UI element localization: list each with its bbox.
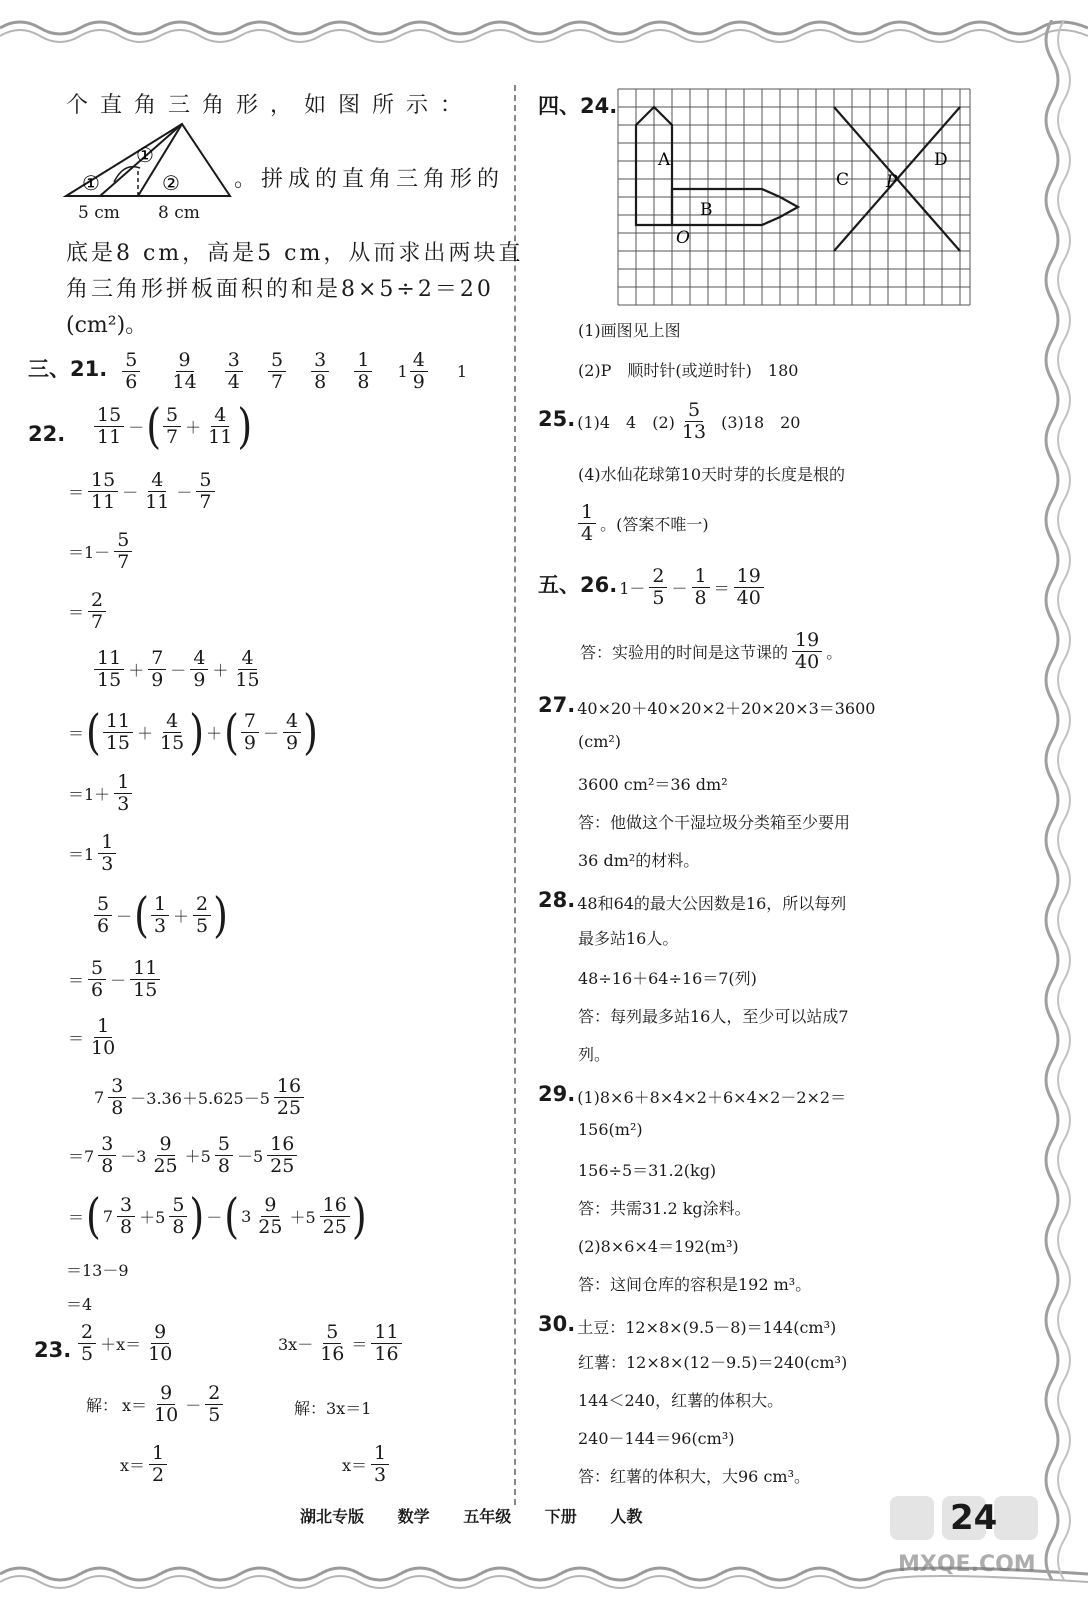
left-line-1: 个直角三角形，如图所示： xyxy=(66,93,475,118)
q22-e3-l3: ＝ $\frac{1}{10}$ xyxy=(68,1015,116,1059)
q24-ans-2: (2)P 顺时针(或逆时针) 180 xyxy=(578,361,799,380)
q27-line-4: 答：他做这个干湿垃圾分类箱至少要用 xyxy=(578,813,851,832)
q26-equation: 五、26. 1－ $\frac{2}{5}$ － $\frac{1}{8}$ ＝ $\frac{19}{40}$ xyxy=(538,566,766,609)
q28-line-1: 28. 48和64的最大公因数是16，所以每列 xyxy=(538,888,847,913)
q27-line-2: (cm²) xyxy=(578,732,622,751)
footer-grade: 五年级 xyxy=(463,1507,512,1526)
q30-line-1: 30. 土豆：12×8×(9.5－8)＝144(cm³) xyxy=(538,1312,837,1337)
q22-e1-l2: ＝ $\frac{15}{11}$ － $\frac{4}{11}$ － $\frac{5}{7}$ xyxy=(66,470,217,513)
q22-e1-l1: $\frac{15}{11}$ －( $\frac{5}{7}$ ＋ $\frac{4}{11}$ ) xyxy=(92,404,252,448)
grid-label-P: P xyxy=(886,172,898,192)
q23-a-answer: x＝ $\frac{1}{2}$ xyxy=(118,1443,169,1486)
q21-frac-5: $\frac{3}{8}$ xyxy=(311,350,329,393)
q29-line-4: 答：共需31.2 kg涂料。 xyxy=(578,1199,751,1218)
q22-e4-l3: ＝( 7 $\frac{3}{8}$ ＋5 $\frac{5}{8}$ ) －( 3 $\frac{9}{25}$ ＋5 $\frac{16}{25}$ ) xyxy=(68,1188,367,1244)
top-wavy-border xyxy=(0,8,1088,48)
q24-grid-figure xyxy=(614,87,974,309)
q22-e2-l1: $\frac{11}{15}$ ＋ $\frac{7}{9}$ － $\frac{4}{9}$ ＋ $\frac{4}{15}$ xyxy=(92,648,265,691)
watermark-text: MXQE.COM xyxy=(898,1552,1036,1577)
q24-ans-1: (1)画图见上图 xyxy=(578,321,681,340)
q30-line-2: 红薯：12×8×(12－9.5)＝240(cm³) xyxy=(578,1353,848,1372)
q22-e2-l2: ＝( $\frac{11}{15}$ ＋ $\frac{4}{15}$ ) ＋( $\frac{7}{9}$ － $\frac{4}{9}$ ) xyxy=(68,704,318,760)
q21-mixed-whole: 1 xyxy=(397,361,408,381)
q29-line-2: 156(m²) xyxy=(578,1120,643,1139)
q25-row-1: 25. (1)4 4 (2) $\frac{5}{13}$ (3)18 20 xyxy=(538,399,801,443)
q21-frac-6: $\frac{1}{8}$ xyxy=(354,350,372,393)
column-divider xyxy=(514,85,516,1505)
q28-line-3: 48÷16＋64÷16＝7(列) xyxy=(578,969,757,988)
q29-line-1: 29. (1)8×6＋8×4×2＋6×4×2－2×2＝ xyxy=(538,1082,847,1107)
grid-label-D: D xyxy=(934,150,948,170)
footer-edition: 湖北专版 xyxy=(300,1507,365,1526)
q29-line-6: 答：这间仓库的容积是192 m³。 xyxy=(578,1275,812,1294)
fig-circle-1a: ① xyxy=(82,171,100,195)
q21-frac-7: $\frac{4}{9}$ xyxy=(410,350,428,393)
q21-frac-1: $\frac{5}{6}$ xyxy=(122,350,140,393)
q23-b-eq: 3x－ $\frac{5}{16}$ ＝ $\frac{11}{16}$ xyxy=(276,1322,404,1365)
page-number: 24 xyxy=(950,1498,998,1538)
q27-line-3: 3600 cm²＝36 dm² xyxy=(578,775,728,794)
q21-row xyxy=(28,350,469,393)
right-wavy-border xyxy=(1022,20,1082,1580)
grid-label-O: O xyxy=(676,228,690,248)
q28-line-2: 最多站16人。 xyxy=(578,929,679,948)
q22-e1-l3: ＝1－ $\frac{5}{7}$ xyxy=(66,530,134,573)
q23-b-answer: x＝ $\frac{1}{3}$ xyxy=(340,1443,391,1486)
q24-label: 四、24. xyxy=(538,94,618,118)
q23-b-solve: 解：3x＝1 xyxy=(294,1399,372,1418)
q22-e3-l1: $\frac{5}{6}$ －( $\frac{1}{3}$ ＋ $\frac{2}{5}$ ) xyxy=(92,893,228,937)
footer-publisher: 人教 xyxy=(610,1507,643,1526)
grid-label-B: B xyxy=(700,200,713,220)
q22-e4-l2: ＝7 $\frac{3}{8}$ －3 $\frac{9}{25}$ ＋5 $\frac{5}{8}$ －5 $\frac{16}{25}$ xyxy=(66,1134,299,1177)
q23-label: 23. xyxy=(34,1338,72,1362)
q21-frac-2: $\frac{9}{14}$ xyxy=(172,349,197,393)
shape-B xyxy=(672,189,798,225)
q28-line-4: 答：每列最多站16人，至少可以站成7 xyxy=(578,1007,849,1026)
q21-frac-3: $\frac{3}{4}$ xyxy=(225,350,243,393)
q22-e2-l4: ＝1 $\frac{1}{3}$ xyxy=(66,832,118,875)
fig-circle-2: ② xyxy=(162,171,180,195)
fig-label-5cm: 5 cm xyxy=(78,203,120,223)
left-line-5: (cm²)。 xyxy=(66,313,148,338)
footer-subject: 数学 xyxy=(397,1507,430,1526)
q27-line-1: 27. 40×20＋40×20×2＋20×20×3＝3600 xyxy=(538,693,876,718)
grid-label-A: A xyxy=(658,150,671,170)
q22-e1-l4: ＝ $\frac{2}{7}$ xyxy=(66,590,108,633)
q25-ans-4: (4)水仙花球第10天时芽的长度是根的 xyxy=(578,465,846,484)
left-line-2: 。拼成的直角三角形的 xyxy=(234,167,505,192)
q30-line-5: 答：红薯的体积大，大96 cm³。 xyxy=(578,1467,810,1486)
q30-line-4: 240－144＝96(cm³) xyxy=(578,1429,735,1448)
page-footer xyxy=(300,1504,670,1527)
triangle-figure xyxy=(62,118,234,202)
q22-e4-l1: 7 $\frac{3}{8}$ －3.36＋5.625－5 $\frac{16}{25}$ xyxy=(92,1076,306,1119)
q22-e2-l3: ＝1＋ $\frac{1}{3}$ xyxy=(66,772,134,815)
footer-volume: 下册 xyxy=(544,1507,577,1526)
fig-label-8cm: 8 cm xyxy=(158,203,200,223)
q22-label: 22. xyxy=(28,422,66,446)
q29-line-3: 156÷5＝31.2(kg) xyxy=(578,1161,717,1180)
q29-line-5: (2)8×6×4＝192(m³) xyxy=(578,1237,739,1256)
q22-e4-l5: ＝4 xyxy=(66,1295,93,1314)
q23-a-solve: 解： x＝ $\frac{9}{10}$ － $\frac{2}{5}$ xyxy=(84,1383,225,1426)
q28-line-5: 列。 xyxy=(578,1045,611,1064)
q30-line-3: 144＜240，红薯的体积大。 xyxy=(578,1391,784,1410)
q21-last: 1 xyxy=(456,361,468,381)
q25-ans-4b: $\frac{1}{4}$ 。(答案不唯一) xyxy=(576,502,711,545)
q21-frac-4: $\frac{5}{7}$ xyxy=(268,350,286,393)
q26-answer: 答：实验用的时间是这节课的 $\frac{19}{40}$ 。 xyxy=(580,629,843,673)
q23-a-eq: $\frac{2}{5}$ ＋x＝ $\frac{9}{10}$ xyxy=(76,1322,177,1365)
grid-label-C: C xyxy=(836,170,850,190)
q27-line-5: 36 dm²的材料。 xyxy=(578,851,700,870)
left-line-4: 角三角形拼板面积的和是8×5÷2＝20 xyxy=(66,277,494,302)
fig-circle-1b: ① xyxy=(136,143,154,167)
q22-e3-l2: ＝ $\frac{5}{6}$ － $\frac{11}{15}$ xyxy=(66,958,162,1001)
left-line-3: 底是8 cm，高是5 cm，从而求出两块直 xyxy=(66,241,524,266)
q22-e4-l4: ＝13－9 xyxy=(66,1261,129,1280)
q21-label: 三、21. xyxy=(28,356,108,381)
